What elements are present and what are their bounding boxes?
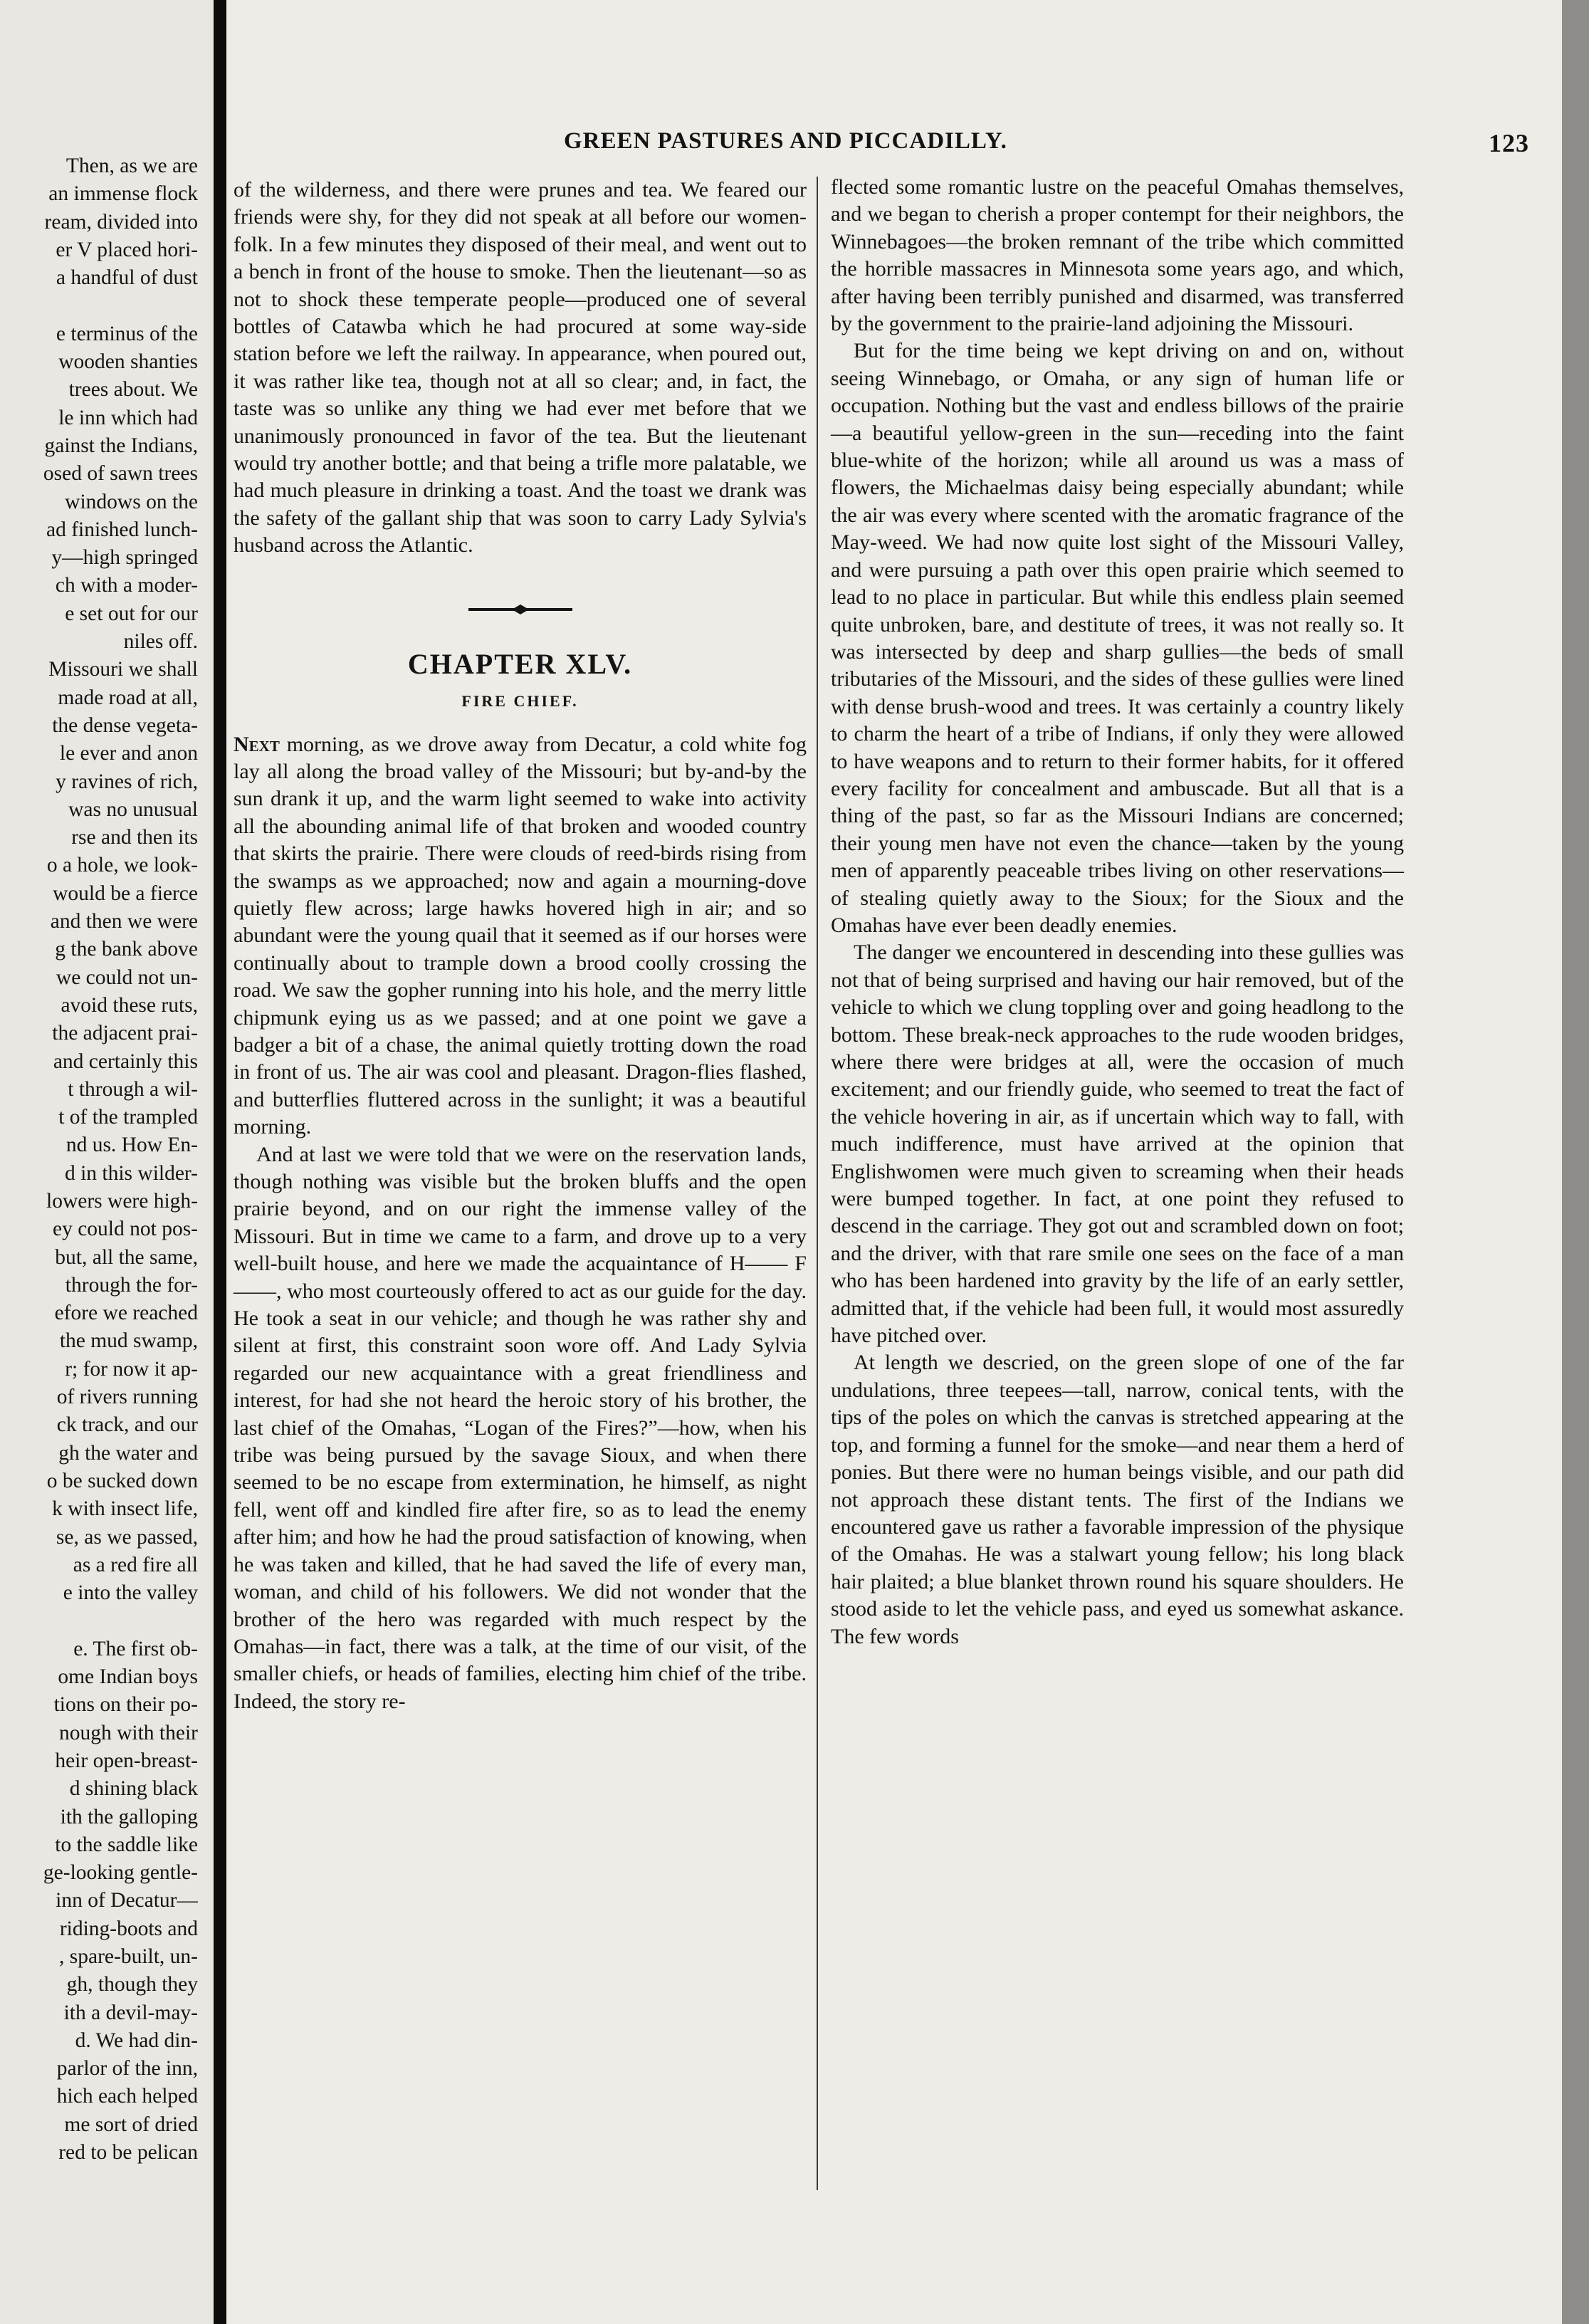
running-head: [226, 128, 1529, 162]
previous-page-line: d shining black: [69, 1777, 198, 1801]
previous-page-line: heir open-breast-: [55, 1749, 198, 1772]
ornament-rule-icon: [467, 601, 574, 618]
previous-page-line: hich each helped: [56, 2085, 198, 2108]
previous-page-line: ey could not pos-: [52, 1218, 198, 1241]
previous-page-line: k with insect life,: [52, 1497, 198, 1521]
previous-page-line: niles off.: [123, 630, 198, 654]
previous-page-line: Then, as we are: [65, 155, 198, 177]
previous-page-line: g the bank above: [55, 938, 198, 961]
previous-page-line: the adjacent prai-: [52, 1022, 198, 1045]
previous-page-line: and then we were: [50, 910, 198, 933]
previous-page-line: e into the valley: [63, 1581, 198, 1605]
previous-page-line: le inn which had: [58, 406, 198, 429]
book-page: [226, 0, 1562, 2324]
previous-page-line: , spare-built, un-: [59, 1945, 198, 1968]
previous-page-line: ome Indian boys: [58, 1665, 198, 1689]
previous-page-line: ream, divided into: [44, 210, 198, 234]
chapter-title: CHAPTER XLV.: [407, 647, 633, 680]
previous-page-line: e set out for our: [65, 602, 198, 625]
previous-page-line: ch with a moder-: [55, 574, 198, 597]
previous-page-line: gh the water and: [58, 1441, 198, 1465]
chapter-first-paragraph: [234, 731, 807, 1141]
right-opening-paragraph: flected some romantic lustre on the peaceful Omahas themselves, and we began to cherish a proper contempt for their neighbors, the Winnebagoes—the broken remnant of the tribe which committed the horrible massacres in Minnesota some years ago, and which, after having been terribly punished and disarmed, was transferred by the government to the prairie-land adjoining the Missouri.: [831, 175, 1404, 336]
previous-page-line: we could not un-: [56, 965, 198, 989]
previous-page-line: made road at all,: [58, 686, 198, 709]
previous-page-line: ge-looking gentle-: [43, 1861, 198, 1885]
page-number: 123: [1489, 129, 1529, 157]
right-paragraph-4: At length we descried, on the green slope of one of the far undulations, three teepees—tall, narrow, conical tents, with the tips of the poles on which the canvas is stretched appearing at the top, and forming a funnel for the smoke—and near them a herd of ponies. But there were no human beings visible, and our path did not approach these distant tents. The first of the Indians we encountered gave us rather a favorable impression of the physique of the Omahas. He was a stalwart young fellow; his long black hair plaited; a blue blanket thrown round his square shoulders. He stood aside to let the vehicle pass, and eyed us somewhat askance. The few words: [831, 1351, 1404, 1648]
previous-page-line: red to be pelican: [58, 2141, 198, 2165]
previous-page-line: lowers were high-: [46, 1189, 198, 1213]
previous-page-line: [0, 292, 198, 320]
right-column: [831, 174, 1404, 1650]
previous-page-line: the mud swamp,: [59, 1329, 198, 1353]
page-edge-shadow: [1562, 0, 1589, 2324]
previous-page-line: e terminus of the: [56, 322, 198, 345]
column-rule: [817, 177, 818, 2190]
previous-page-line: e. The first ob-: [73, 1637, 198, 1660]
previous-page-line: ad finished lunch-: [46, 518, 198, 541]
previous-page-line: and certainly this: [53, 1050, 198, 1073]
chapter-first-word: Next: [234, 732, 280, 756]
previous-page-line: y—high springed: [51, 546, 198, 570]
running-title: GREEN PASTURES AND PICCADILLY.: [564, 128, 1007, 154]
previous-page-line: nd us. How En-: [65, 1134, 198, 1157]
previous-page-line: Missouri we shall: [48, 658, 198, 681]
previous-page-line: r; for now it ap-: [65, 1357, 198, 1381]
previous-page-line: gh, though they: [66, 1973, 198, 1996]
previous-page-line: o be sucked down: [46, 1469, 198, 1492]
chapter-subtitle: FIRE CHIEF.: [461, 692, 579, 711]
previous-page-column: [0, 152, 198, 2167]
previous-page-line: se, as we passed,: [56, 1525, 198, 1549]
previous-page-line: trees about. We: [68, 378, 198, 402]
previous-page-line: t of the trampled: [58, 1106, 198, 1129]
previous-page-line: to the saddle like: [55, 1833, 198, 1856]
section-ornament: [234, 601, 807, 622]
previous-page-line: riding-boots and: [59, 1917, 198, 1940]
previous-page-line: an immense flock: [48, 182, 198, 206]
right-paragraph-2: But for the time being we kept driving on and on, without seeing Winnebago, or Omaha, or any sign of human life or occupation. Nothing but the vast and endless billows of the prairie—a beautiful yellow-green in the sun—receding into the faint blue-white of the horizon; while all around us was a mass of flowers, the Michaelmas daisy being especially abundant; while the air was every where scented with the aromatic fragrance of the May-weed. We had now quite lost sight of the Missouri Valley, and were pursuing a path over this open prairie which seemed to lead to no place in particular. But while this endless plain seemed quite unbroken, bare, and destitute of trees, it was not really so. It was intersected by deep and sharp gullies—the beds of small tributaries of the Missouri, and the sides of these gullies were lined with dense brush-wood and trees. It was certainly a country likely to charm the heart of a tribe of Indians, if only they were allowed to have weapons and to return to their former habits, for it offered every facility for concealment and ambuscade. But all that is a thing of the past, so far as the Missouri Indians are concerned; their young men have not even the chance—taken by the young men of apparently peaceable tribes living on other reservations—of stealing quietly away to the Sioux; for the Sioux and the Omahas have ever been deadly enemies.: [831, 339, 1404, 937]
previous-page-line: parlor of the inn,: [56, 2057, 198, 2080]
previous-page-edge: [0, 0, 214, 2324]
previous-page-line: would be a fierce: [53, 881, 198, 905]
previous-page-line: nough with their: [58, 1721, 198, 1744]
previous-page-line: [0, 1607, 198, 1635]
left-column: [234, 177, 807, 1715]
previous-page-line: o a hole, we look-: [46, 854, 198, 877]
previous-page-line: through the for-: [65, 1273, 198, 1297]
previous-page-line: the dense vegeta-: [52, 713, 198, 737]
previous-page-line: le ever and anon: [59, 742, 198, 765]
previous-page-line: ith a devil-may-: [63, 2001, 198, 2024]
previous-page-line: gainst the Indians,: [44, 434, 198, 457]
previous-page-line: avoid these ruts,: [61, 993, 198, 1017]
previous-page-line: y ravines of rich,: [56, 770, 198, 793]
previous-page-line: inn of Decatur—: [56, 1889, 198, 1912]
previous-page-line: rse and then its: [71, 826, 198, 849]
previous-page-line: wooden shanties: [58, 350, 198, 374]
previous-page-line: tions on their po-: [53, 1693, 198, 1717]
previous-page-line: but, all the same,: [55, 1245, 198, 1269]
right-paragraph-3: The danger we encountered in descending into these gullies was not that of being surprised and having our hair removed, but of the vehicle to which we clung toppling over and going headlong to the bottom. These break-neck approaches to the rude wooden bridges, where there were bridges at all, were the occasion of much excitement; and our friendly guide, who seemed to treat the fact of the vehicle hovering in air, as if uncertain which way to fall, with much indifference, must have arrived at the opinion that Englishwomen were much given to screaming when their heads were bumped together. In fact, at one point they refused to descend in the carriage. They got out and scrambled down on foot; and the driver, with that rare smile one sees on the face of a man who has been hardened into gravity by the life of an early settler, admitted that, if the vehicle had been full, it would most assuredly have pitched over.: [831, 941, 1404, 1348]
chapter-first-paragraph-text: morning, as we drove away from Decatur, a cold white fog lay all along the broad valley of the Missouri; but by-and-by the sun drank it up, and the warm light seemed to wake into activity all the abounding animal life of that broken and wooded country that skirts the prairie. There were clouds of reed-birds rising from the swamps as we approached; now and again a mourning-dove quietly flew across; large hawks hovered high in air; and so abundant were the young quail that it seemed as if our horses were continually about to trample down a brood coolly crossing the road. We saw the gopher running into his hole, and the merry little chipmunk eying us as we passed; and at one point we gave a badger a bit of a chase, the animal quietly trotting down the road in front of us. The air was cool and pleasant. Dragon-flies flashed, and butterflies fluttered across in the sunlight; it was a beautiful morning.: [234, 732, 807, 1139]
previous-page-line: a handful of dust: [56, 266, 198, 290]
previous-page-line: t through a wil-: [68, 1077, 198, 1101]
previous-page-line: d in this wilder-: [64, 1161, 198, 1185]
previous-page-line: d. We had din-: [75, 2029, 198, 2052]
previous-page-line: ith the galloping: [60, 1805, 198, 1828]
book-gutter: [214, 0, 226, 2324]
left-paragraph-2: And at last we were told that we were on the reservation lands, though nothing was visible but the broken bluffs and the open prairie beyond, and on our right the immense valley of the Missouri. But in time we came to a farm, and drove up to a very well-built house, and here we made the acquaintance of H—— F——, who most courteously offered to act as our guide for the day. He took a seat in our vehicle; and though he was rather shy and silent at first, this constraint soon wore off. And Lady Sylvia regarded our new acquaintance with a great friendliness and interest, for had she not heard the heroic story of his brother, the last chief of the Omahas, “Logan of the Fires?”—how, when his tribe was being pursued by the savage Sioux, and when there seemed to be no escape from extermination, he himself, as night fell, went off and kindled fire after fire, so as to lead the enemy after him; and how he had the proud satisfaction of knowing, when he was taken and killed, that he had saved the life of every man, woman, and child of his followers. We did not wonder that the brother of the hero was regarded with much respect by the Omahas—in fact, there was a talk, at the time of our visit, of the smaller chiefs, or heads of families, electing him chief of the tribe. Indeed, the story re-: [234, 1142, 807, 1713]
previous-page-line: osed of sawn trees: [43, 462, 198, 486]
previous-page-line: er V placed hori-: [56, 238, 198, 261]
left-opening-paragraph: of the wilderness, and there were prunes and tea. We feared our friends were shy, for they did not speak at all before our women-folk. In a few minutes they disposed of their meal, and went out to a bench in front of the house to smoke. Then the lieutenant—so as not to shock these temperate people—produced one of several bottles of Catawba which he had procured at some way-side station before we left the railway. In appearance, when poured out, it was rather like tea, though not at all so clear; and, in fact, the taste was so unlike any thing we had ever met before that we unanimously pronounced in favor of the tea. But the lieutenant would try another bottle; and that being a trifle more palatable, we had much pleasure in drinking a toast. And the toast we drank was the safety of the gallant ship that was soon to carry Lady Sylvia's husband across the Atlantic.: [234, 178, 807, 558]
previous-page-line: windows on the: [65, 490, 198, 513]
previous-page-line: efore we reached: [54, 1302, 198, 1325]
previous-page-line: of rivers running: [56, 1386, 198, 1409]
previous-page-line: as a red fire all: [73, 1553, 198, 1576]
previous-page-line: was no unusual: [68, 797, 198, 821]
previous-page-line: ck track, and our: [56, 1413, 198, 1437]
previous-page-line: me sort of dried: [64, 2113, 198, 2136]
